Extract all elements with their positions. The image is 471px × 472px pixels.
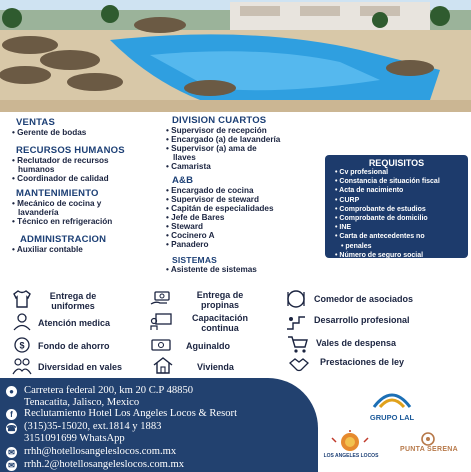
benefit-desarrollo: Desarrollo profesional [314,315,410,325]
list-item: • Encargado (a) de lavandería [166,135,281,144]
diversity-icon [12,357,32,380]
location-icon: ● [6,386,17,397]
section-administracion-title: ADMINISTRACION [20,234,107,245]
doctor-icon [12,313,32,336]
list-item: • Jefe de Bares [166,213,225,222]
list-item: • Reclutador de recursos [12,156,109,165]
list-item: • Asistente de sistemas [166,265,257,274]
section-ventas-title: VENTAS [16,117,56,128]
list-item: • Auxiliar contable [12,245,83,254]
address-line-1: Carretera federal 200, km 20 C.P 48850 [24,385,194,396]
house-icon [152,356,174,379]
list-item: • Mecánico de cocina y [12,199,102,208]
list-item: • CURP [335,196,440,205]
hero-photo [0,0,471,112]
list-item: llaves [173,153,196,162]
list-item: • Encargado de cocina [166,186,254,195]
benefit-propinas: Entrega de propinas [196,290,244,310]
growth-icon [285,311,307,336]
phone-number[interactable]: (315)35-15020, ext.1814 y 1883 [24,421,162,432]
list-item: • Comprobante de domicilio [335,214,440,223]
list-item: • Cocinero A [166,231,215,240]
svg-text:$: $ [19,340,25,351]
benefit-ahorro: Fondo de ahorro [38,341,110,351]
list-item: • penales [335,242,440,251]
benefit-prestaciones: Prestaciones de ley [320,357,405,367]
list-item: • Coordinador de calidad [12,174,109,183]
list-item: • Comprobante de estudios [335,205,440,214]
list-item: • INE [335,223,440,232]
list-item: • Carta de antecedentes no [335,232,440,241]
list-item: humanos [18,165,55,174]
section-rh-title: RECURSOS HUMANOS [16,145,125,156]
contact-footer [0,378,318,472]
email-2[interactable]: rrhh.2@hotellosangeleslocos.com.mx [24,459,185,470]
section-division-cuartos-title: DIVISION CUARTOS [172,115,267,126]
list-item: • Capitán de especialidades [166,204,274,213]
money-hand-icon [150,290,172,313]
section-ayb-title: A&B [172,175,194,186]
phone-icon: ☎ [6,424,17,433]
benefit-capacitacion: Capacitación continua [191,313,249,333]
benefit-aguinaldo: Aguinaldo [186,341,230,351]
list-item: • Cv profesional [335,168,440,177]
list-item: • Camarista [166,162,211,171]
facebook-icon: f [6,409,17,420]
section-mantenimiento-title: MANTENIMIENTO [16,188,99,199]
list-item: • Constancia de situación fiscal [335,177,440,186]
benefit-atencion: Atención medica [38,318,111,328]
facebook-page[interactable]: Reclutamiento Hotel Los Angeles Locos & Resort [24,408,238,419]
requisitos-box [325,155,468,258]
list-item: • Supervisor de steward [166,195,259,204]
benefit-despensa: Vales de despensa [316,338,397,348]
grupo-lal-text: GRUPO LAL [369,413,415,422]
benefit-diversidad: Diversidad en vales [38,362,123,372]
list-item: • Gerente de bodas [12,128,87,137]
list-item: • Steward [166,222,204,231]
email-icon: ✉ [6,447,17,458]
punta-serena-text: PUNTA SERENA [399,446,459,453]
section-sistemas-title: SISTEMAS [172,255,218,265]
list-item: lavandería [18,208,59,217]
list-item: • Supervisor (a) ama de [166,144,257,153]
benefit-vivienda: Vivienda [197,362,234,372]
whatsapp-number[interactable]: 3151091699 WhatsApp [24,433,125,444]
address-line-2: Tenacatita, Jalisco, Mexico [24,397,140,408]
list-item: • Supervisor de recepción [166,126,267,135]
los-angeles-locos-text: LOS ANGELES LOCOS [323,453,379,459]
benefit-uniformes: Entrega de uniformes [49,291,97,311]
email-1[interactable]: rrhh@hotellosangeleslocos.com.mx [24,446,177,457]
list-item: • Número de seguro social [335,251,440,260]
handshake-icon [289,355,309,378]
requisitos-title: REQUISITOS [368,158,425,168]
shirt-icon [12,290,32,313]
list-item: • Acta de nacimiento [335,186,440,195]
savings-icon [12,336,32,359]
email-icon: ✉ [6,460,17,471]
list-item: • Panadero [166,240,209,249]
list-item: • Técnico en refrigeración [12,217,113,226]
presentation-icon [150,313,172,336]
benefit-comedor: Comedor de asociados [314,294,414,304]
